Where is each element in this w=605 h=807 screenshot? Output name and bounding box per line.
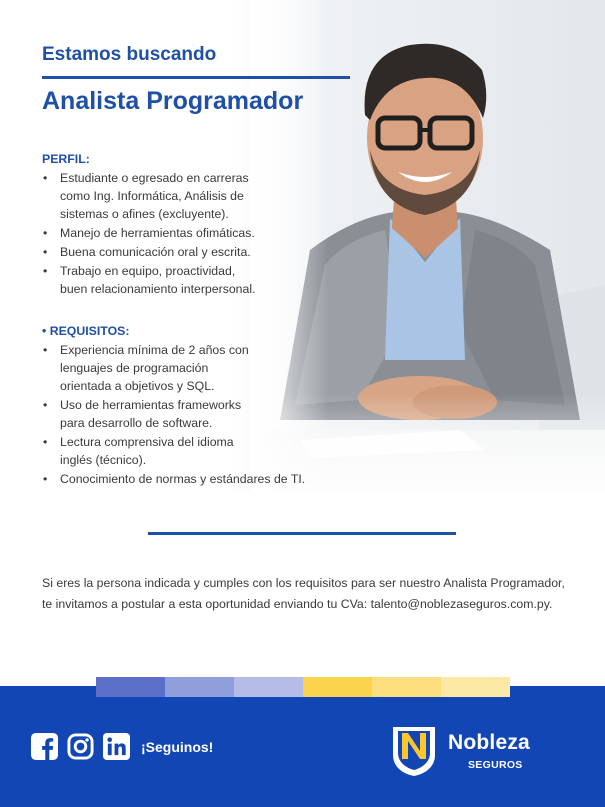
brand-name: Nobleza <box>448 731 530 754</box>
list-item: • Conocimiento de normas y estándares de TI. <box>42 470 342 488</box>
strip-segment <box>96 677 165 697</box>
perfil-list <box>42 169 342 298</box>
list-item: • Estudiante o egresado en carreras como Ing. Informática, Análisis de sistemas o afines (excluyente). <box>42 169 342 223</box>
title-divider <box>42 76 350 79</box>
section-divider <box>148 532 456 535</box>
list-item: • Experiencia mínima de 2 años con lenguajes de programación orientada a objetivos y SQL. <box>42 341 342 395</box>
strip-segment <box>303 677 372 697</box>
requisitos-heading: • REQUISITOS: <box>42 324 130 338</box>
closing-paragraph: Si eres la persona indicada y cumples con los requisitos para ser nuestro Analista Programador, te invitamos a postular a esta oportunidad enviando tu CVa: talento@noblezaseguros.com.py. <box>42 576 565 611</box>
eyebrow-text: Estamos buscando <box>42 44 217 65</box>
list-item: • Lectura comprensiva del idioma inglés (técnico). <box>42 433 342 469</box>
color-strip <box>96 677 510 697</box>
brand-subtitle: SEGUROS <box>468 759 523 771</box>
facebook-icon[interactable] <box>31 733 58 760</box>
job-title: Analista Programador <box>42 87 304 115</box>
strip-segment <box>234 677 303 697</box>
follow-label: ¡Seguinos! <box>141 738 214 755</box>
strip-segment <box>372 677 441 697</box>
list-item: • Manejo de herramientas ofimáticas. <box>42 224 342 242</box>
requisitos-list <box>42 341 342 488</box>
social-links <box>31 733 213 760</box>
nobleza-shield-icon <box>392 725 436 777</box>
instagram-icon[interactable] <box>67 733 94 760</box>
list-item: • Trabajo en equipo, proactividad, buen relacionamiento interpersonal. <box>42 262 342 298</box>
list-item: • Uso de herramientas frameworks para desarrollo de software. <box>42 396 342 432</box>
list-item: • Buena comunicación oral y escrita. <box>42 243 342 261</box>
perfil-section <box>42 152 342 299</box>
requisitos-section <box>42 324 342 489</box>
strip-segment <box>165 677 234 697</box>
linkedin-icon[interactable] <box>103 733 130 760</box>
strip-segment <box>441 677 510 697</box>
perfil-heading: PERFIL: <box>42 152 90 166</box>
